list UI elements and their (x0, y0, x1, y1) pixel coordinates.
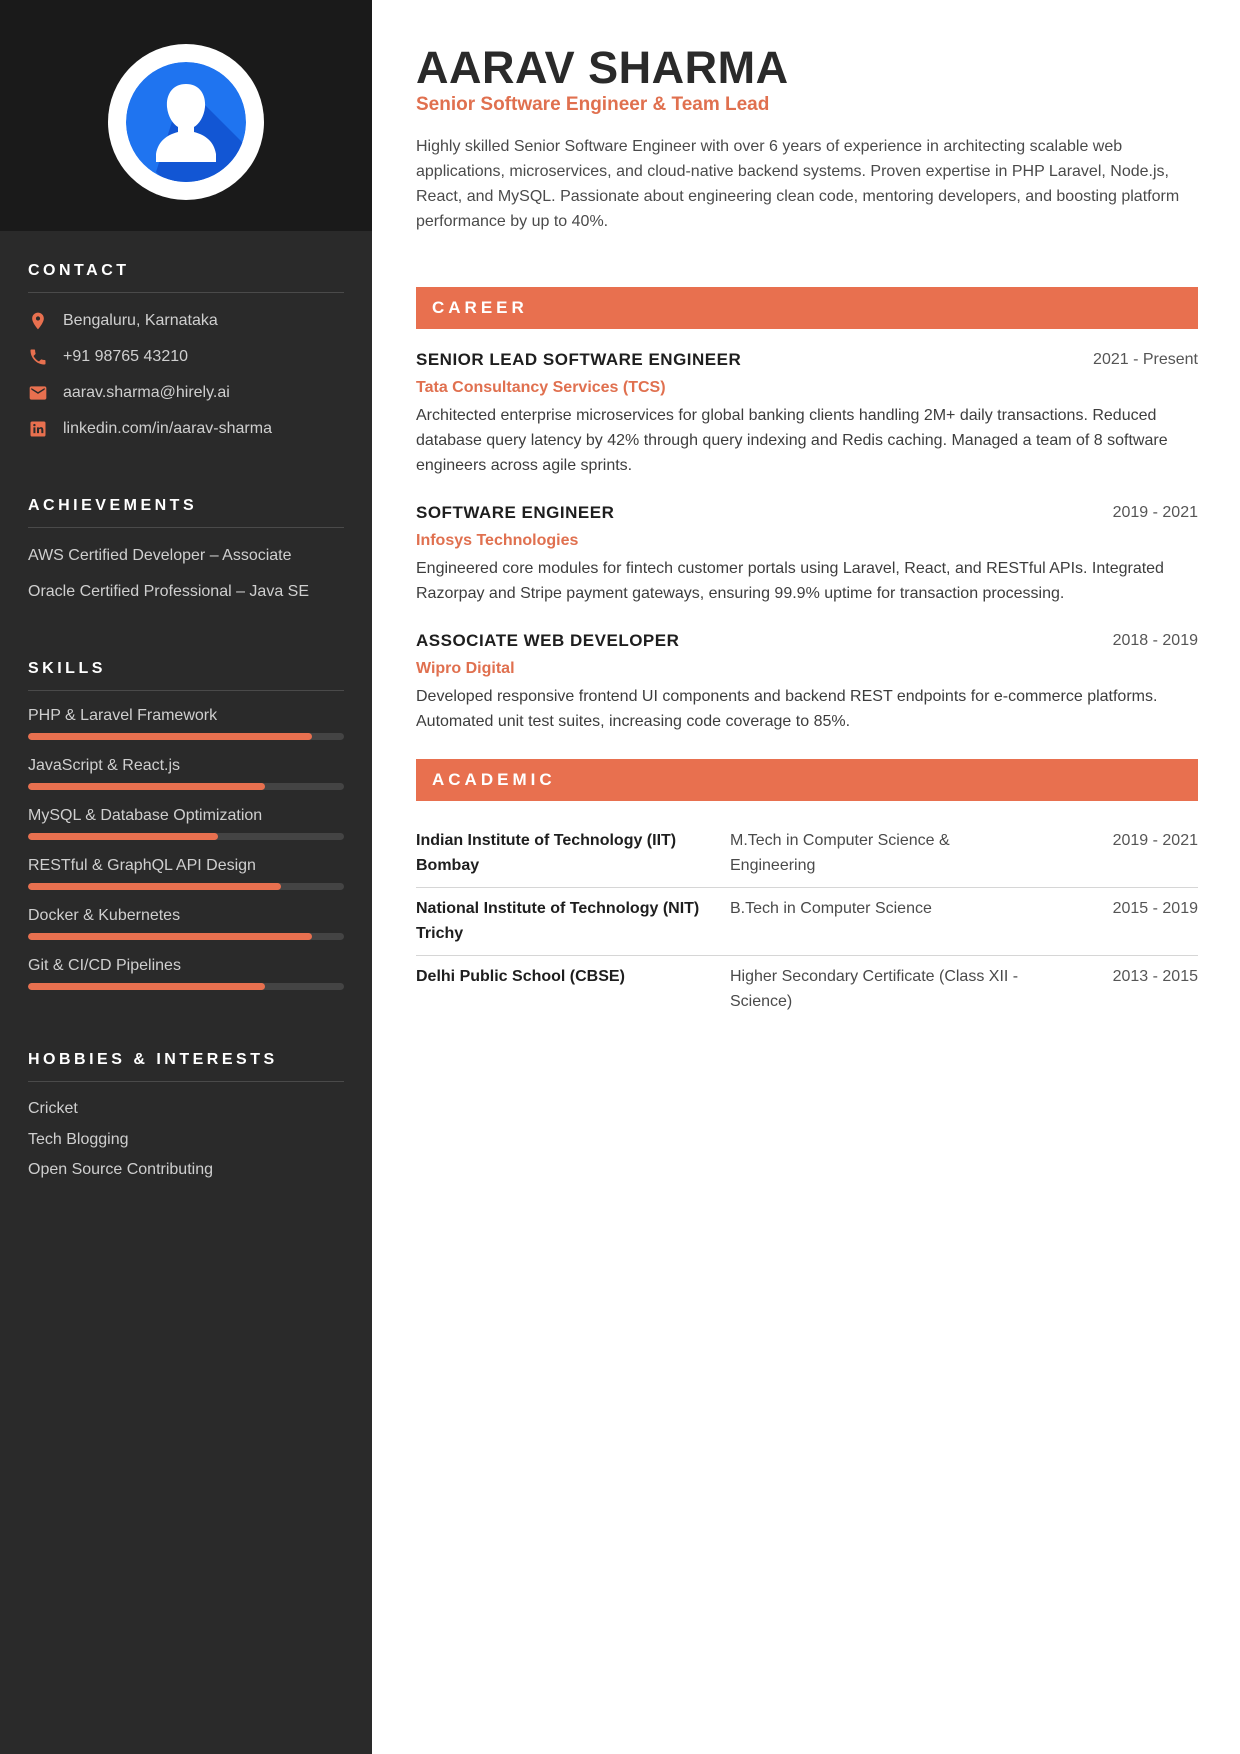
contact-list (28, 303, 344, 447)
hobbies-heading: HOBBIES & INTERESTS (28, 1051, 344, 1082)
skill-bar-track (28, 983, 344, 990)
table-row (416, 956, 1198, 1023)
academic-section-header (416, 759, 1198, 801)
job-description: Architected enterprise microservices for global banking clients handling 2M+ daily transactions. Reduced database query latency by 42% through query indexing and Redis caching. Managed a team of 8 software engineers across agile sprints. (416, 407, 1168, 474)
job-title: ASSOCIATE WEB DEVELOPER (416, 631, 680, 650)
contact-item-linkedin (28, 411, 344, 447)
contact-section (28, 262, 344, 447)
achievements-section (28, 497, 344, 610)
skill-bar-fill (28, 933, 312, 940)
hobby-item: Tech Blogging (28, 1130, 129, 1148)
hobbies-section (28, 1051, 344, 1186)
career-section-header (416, 287, 1198, 329)
job-dates: 2018 - 2019 (1112, 632, 1198, 649)
edu-institution: Delhi Public School (CBSE) (416, 968, 625, 985)
job-dates: 2021 - Present (1093, 351, 1198, 368)
contact-phone-text: +91 98765 43210 (63, 348, 189, 365)
job-company: Tata Consultancy Services (TCS) (416, 379, 666, 396)
skill-name: MySQL & Database Optimization (28, 807, 263, 824)
skill-bar-track (28, 833, 344, 840)
contact-location-text: Bengaluru, Karnataka (63, 312, 218, 329)
academic-table (416, 820, 1198, 1023)
contact-item-phone (28, 339, 344, 375)
academic-heading: ACADEMIC (432, 770, 556, 789)
email-icon (28, 383, 48, 403)
skill-name: Git & CI/CD Pipelines (28, 957, 181, 974)
job-title: SOFTWARE ENGINEER (416, 503, 615, 522)
skill-name: JavaScript & React.js (28, 757, 181, 774)
job-title: SENIOR LEAD SOFTWARE ENGINEER (416, 350, 742, 369)
job-description: Developed responsive frontend UI components and backend REST endpoints for e-commerce platforms. Automated unit test suites, increasing code coverage to 85%. (416, 688, 1158, 730)
contact-linkedin-text: linkedin.com/in/aarav-sharma (63, 420, 272, 437)
skill-bar-track (28, 783, 344, 790)
job-company: Wipro Digital (416, 660, 515, 677)
skill-bar-track (28, 883, 344, 890)
table-row (416, 888, 1198, 956)
skill-row (28, 799, 344, 849)
candidate-name: AARAV SHARMA (416, 42, 789, 93)
sidebar (0, 0, 372, 1754)
skill-bar-track (28, 733, 344, 740)
skill-name: RESTful & GraphQL API Design (28, 857, 256, 874)
edu-degree: Higher Secondary Certificate (Class XII - Science) (730, 968, 1019, 1010)
skills-heading: SKILLS (28, 660, 344, 691)
linkedin-icon (28, 419, 48, 439)
skill-bar-fill (28, 833, 218, 840)
skills-section (28, 660, 344, 999)
career-heading: CAREER (432, 298, 528, 317)
candidate-role: Senior Software Engineer & Team Lead (416, 94, 770, 115)
table-row (416, 820, 1198, 888)
sidebar-header (0, 0, 372, 231)
edu-years: 2013 - 2015 (1112, 968, 1198, 985)
skill-name: Docker & Kubernetes (28, 907, 181, 924)
phone-icon (28, 347, 48, 367)
edu-institution: National Institute of Technology (NIT) Trichy (416, 900, 700, 942)
job-description: Engineered core modules for fintech customer portals using Laravel, React, and RESTful APIs. Integrated Razorpay and Stripe payment gateways, ensuring 99.9% uptime for transaction processing. (416, 560, 1164, 602)
hobbies-list (28, 1094, 344, 1186)
skill-row (28, 699, 344, 749)
hobby-item: Cricket (28, 1100, 78, 1117)
edu-degree: B.Tech in Computer Science (730, 900, 932, 917)
skill-bar-track (28, 933, 344, 940)
user-avatar-icon (126, 62, 246, 182)
achievements-heading: ACHIEVEMENTS (28, 497, 344, 528)
contact-email-text: aarav.sharma@hirely.ai (63, 384, 230, 401)
edu-years: 2015 - 2019 (1112, 900, 1198, 917)
job-entry (416, 631, 1198, 734)
contact-item-email (28, 375, 344, 411)
location-pin-icon (28, 311, 48, 331)
edu-degree: M.Tech in Computer Science & Engineering (730, 832, 950, 874)
contact-heading: CONTACT (28, 262, 344, 293)
edu-institution: Indian Institute of Technology (IIT) Bombay (416, 832, 677, 874)
hobby-item: Open Source Contributing (28, 1161, 213, 1178)
skill-name: PHP & Laravel Framework (28, 707, 218, 724)
job-dates: 2019 - 2021 (1112, 504, 1198, 521)
achievement-item: Oracle Certified Professional – Java SE (28, 583, 310, 600)
profile-summary: Highly skilled Senior Software Engineer with over 6 years of experience in architecting scalable web applications, microservices, and cloud-native backend systems. Proven expertise in PHP Laravel, Node.js, React, and MySQL. Passionate about engineering clean code, mentoring developers, and boosting platform performance by up to 40%. (416, 138, 1180, 230)
job-entry (416, 503, 1198, 606)
skill-row (28, 749, 344, 799)
avatar (108, 44, 264, 200)
skill-bar-fill (28, 883, 281, 890)
job-entry (416, 350, 1198, 478)
skills-list (28, 699, 344, 999)
skill-row (28, 849, 344, 899)
skill-bar-fill (28, 783, 265, 790)
skill-bar-fill (28, 983, 265, 990)
skill-bar-fill (28, 733, 312, 740)
contact-item-location (28, 303, 344, 339)
skill-row (28, 899, 344, 949)
skill-row (28, 949, 344, 999)
job-company: Infosys Technologies (416, 532, 579, 549)
edu-years: 2019 - 2021 (1112, 832, 1198, 849)
achievement-item: AWS Certified Developer – Associate (28, 547, 292, 564)
achievements-list (28, 538, 344, 610)
